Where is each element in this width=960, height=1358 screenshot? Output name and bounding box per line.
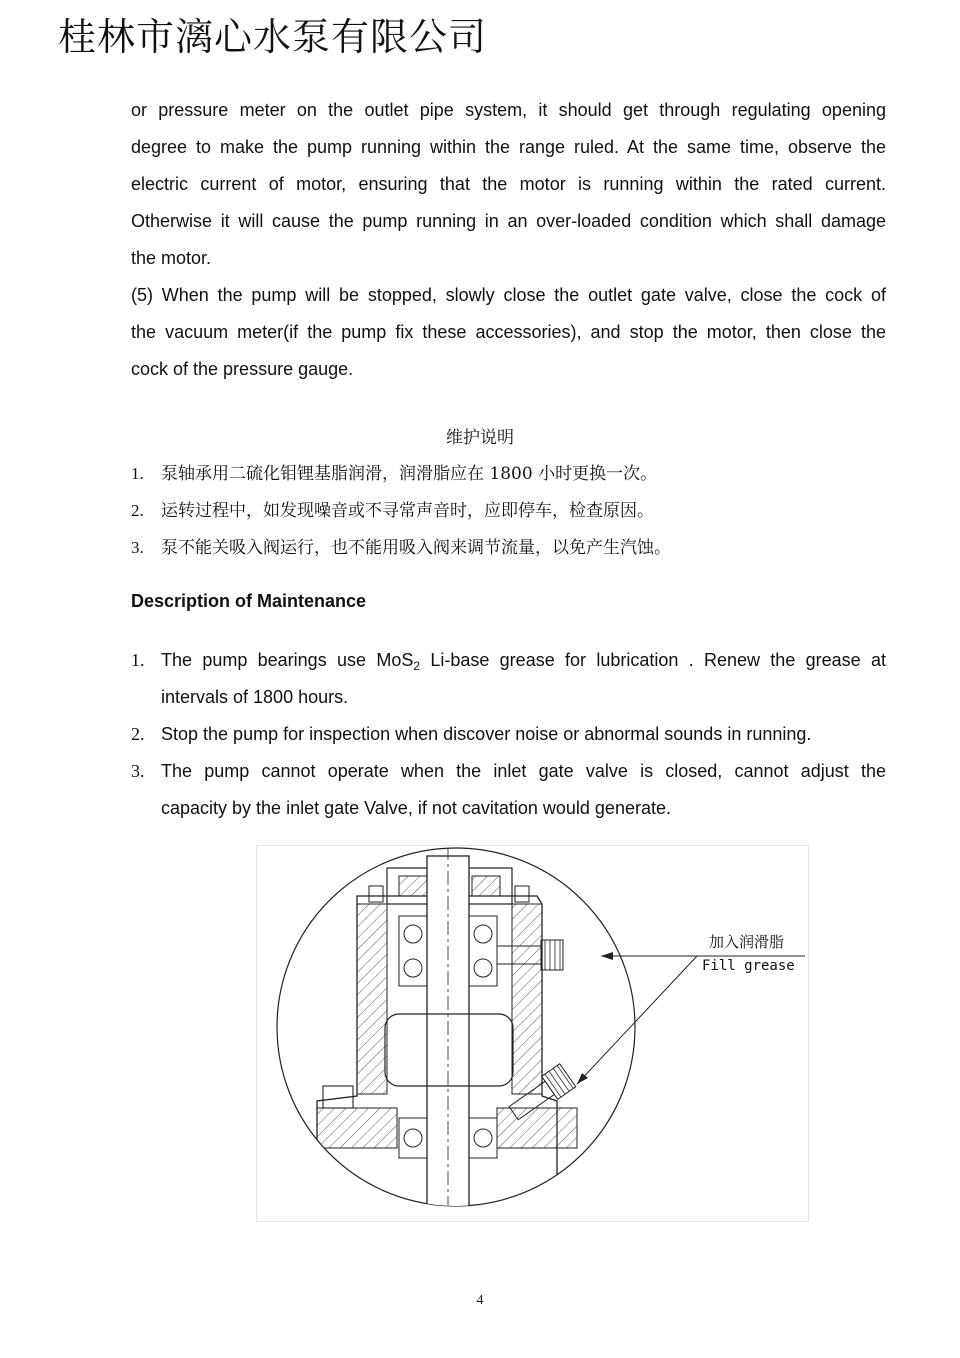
step5-line: cock of the pressure gauge. (131, 359, 354, 379)
text-run: Li-base grease for lubrication . Renew the grease at (420, 650, 886, 670)
en-list-item-line: capacity by the inlet gate Valve, if not cavitation would generate. (161, 798, 671, 818)
intro-line: degree to make the pump running within the range ruled. At the same time, observe the (131, 137, 886, 157)
list-number: 3. (131, 538, 144, 557)
left-wall (357, 904, 387, 1094)
cn-list-item (131, 496, 654, 521)
bearing-lubrication-drawing (256, 845, 809, 1222)
list-number: 2. (131, 501, 144, 520)
drawing-svg (257, 846, 810, 1223)
cap-hatch (472, 876, 500, 896)
bolt-head (515, 886, 529, 902)
right-wall (512, 904, 542, 1094)
page-number: 4 (476, 1293, 484, 1308)
pump-section (317, 846, 577, 1223)
leader-line (577, 956, 697, 1084)
cn-section-title: 维护说明 (446, 428, 514, 448)
en-list-item-line (161, 650, 886, 673)
step5-line: (5) When the pump will be stopped, slowly close the outlet gate valve, close the cock of (131, 285, 886, 305)
en-list-item-line: The pump cannot operate when the inlet gate valve is closed, cannot adjust the (161, 761, 886, 781)
company-name: 桂林市漓心水泵有限公司 (58, 15, 488, 59)
intro-line: electric current of motor, ensuring that the motor is running within the rated current. (131, 174, 886, 194)
list-text: 泵轴承用二硫化钼锂基脂润滑，润滑脂应在 1800 小时更换一次。 (161, 464, 658, 484)
en-list-item-line: Stop the pump for inspection when discover noise or abnormal sounds in running. (161, 724, 812, 744)
list-text: 泵不能关吸入阀运行，也不能用吸入阀来调节流量，以免产生汽蚀。 (161, 538, 671, 558)
list-number: 1. (131, 650, 145, 670)
grease-label-cn: 加入润滑脂 (709, 933, 785, 951)
left-flange (317, 1108, 397, 1148)
en-section-heading: Description of Maintenance (131, 591, 367, 611)
subscript: 2 (413, 659, 421, 673)
en-list-item-line: intervals of 1800 hours. (161, 687, 349, 707)
bolt-head (369, 886, 383, 902)
arrow-head (601, 952, 613, 960)
cap-hatch (399, 876, 427, 896)
grease-label-en: Fill grease (702, 958, 795, 974)
intro-line: Otherwise it will cause the pump running in an over-loaded condition which shall damage (131, 211, 886, 231)
text-run: The pump bearings use MoS (161, 650, 414, 670)
list-number: 3. (131, 761, 145, 781)
step5-line: the vacuum meter(if the pump fix these accessories), and stop the motor, then close the (131, 322, 886, 342)
right-flange (497, 1108, 577, 1148)
intro-line: or pressure meter on the outlet pipe system, it should get through regulating opening (131, 100, 886, 120)
cn-list-item (131, 459, 657, 484)
cn-list-item (131, 533, 671, 558)
list-number: 1. (131, 464, 144, 483)
list-text: 运转过程中，如发现噪音或不寻常声音时，应即停车，检查原因。 (161, 501, 654, 521)
intro-line: the motor. (131, 248, 212, 268)
list-number: 2. (131, 724, 145, 744)
